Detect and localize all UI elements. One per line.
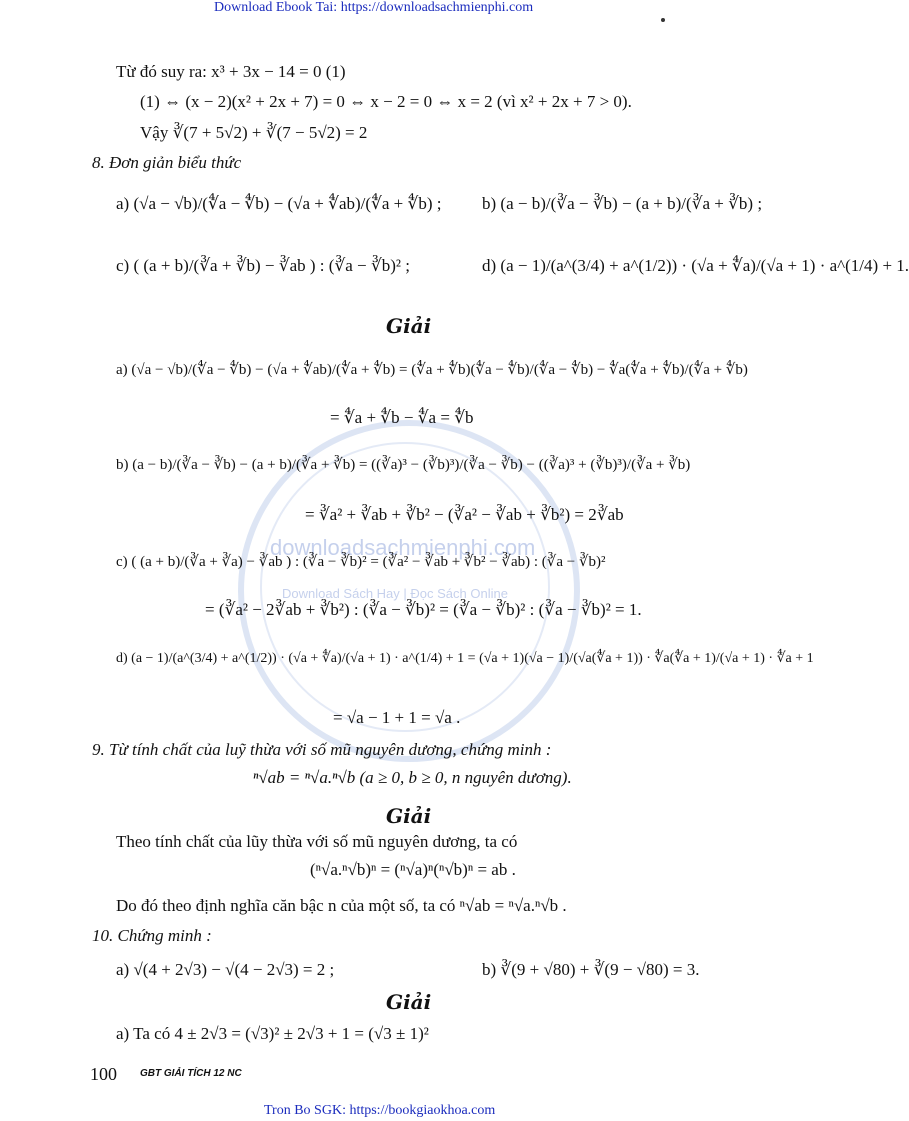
sol9-2: (ⁿ√a.ⁿ√b)ⁿ = (ⁿ√a)ⁿ(ⁿ√b)ⁿ = ab .	[310, 860, 516, 879]
watermark-subtext: Download Sách Hay | Đọc Sách Online	[282, 586, 508, 601]
sol9-3: Do đó theo định nghĩa căn bậc n của một số, ta có ⁿ√ab = ⁿ√a.ⁿ√b .	[116, 896, 567, 915]
sol8-c-2: = (∛a² − 2∛ab + ∛b²) : (∛a − ∛b)² = (∛a − ∛b)² : (∛a − ∛b)² = 1.	[205, 600, 642, 619]
line-2: (1) ⇔ (x − 2)(x² + 2x + 7) = 0 ⇔ x − 2 = 0 ⇔ x = 2 (vì x² + 2x + 7 > 0).	[140, 92, 632, 111]
sol8-d-1: d) (a − 1)/(a^(3/4) + a^(1/2)) · (√a + ∜a)/(√a + 1) · a^(1/4) + 1 = (√a + 1)(√a − 1)/(√a(∜a + 1)) · ∜a(∜a + 1)/(√a + 1) · ∜a + 1	[116, 651, 814, 666]
sol8-b-1: b) (a − b)/(∛a − ∛b) − (a + b)/(∛a + ∛b) = ((∛a)³ − (∛b)³)/(∛a − ∛b) − ((∛a)³ + (∛b)³)/(∛a + ∛b)	[116, 457, 691, 473]
ex8-b: b) (a − b)/(∛a − ∛b) − (a + b)/(∛a + ∛b) ;	[482, 194, 763, 213]
page-number: 100	[90, 1064, 117, 1084]
ex10-b: b) ∛(9 + √80) + ∛(9 − √80) = 3.	[482, 960, 700, 979]
sol9-1: Theo tính chất của lũy thừa với số mũ nguyên dương, ta có	[116, 832, 518, 851]
giai-heading-8: Giải	[386, 314, 432, 338]
footer-sgk-link[interactable]: Tron Bo SGK: https://bookgiaokhoa.com	[264, 1103, 496, 1118]
ex8-a: a) (√a − √b)/(∜a − ∜b) − (√a + ∜ab)/(∜a + ∜b) ;	[116, 194, 442, 213]
line-3: Vậy ∛(7 + 5√2) + ∛(7 − 5√2) = 2	[140, 123, 368, 142]
sol8-a-2: = ∜a + ∜b − ∜a = ∜b	[330, 408, 474, 427]
giai-heading-10: Giải	[386, 990, 432, 1014]
giai-heading-9: Giải	[386, 804, 432, 828]
exercise-10-heading: 10. Chứng minh :	[92, 926, 212, 945]
ex9-statement: ⁿ√ab = ⁿ√a.ⁿ√b (a ≥ 0, b ≥ 0, n nguyên dương).	[253, 768, 572, 787]
exercise-9-heading: 9. Từ tính chất của luỹ thừa với số mũ nguyên dương, chứng minh :	[92, 740, 552, 759]
header-download-link[interactable]: Download Ebook Tai: https://downloadsachmienphi.com	[214, 0, 534, 15]
sol10-a-1: a) Ta có 4 ± 2√3 = (√3)² ± 2√3 + 1 = (√3 ± 1)²	[116, 1024, 429, 1043]
ex10-a: a) √(4 + 2√3) − √(4 − 2√3) = 2 ;	[116, 960, 335, 979]
sol8-a-1: a) (√a − √b)/(∜a − ∜b) − (√a + ∜ab)/(∜a + ∜b) = (∜a + ∜b)(∜a − ∜b)/(∜a − ∜b) − ∜a(∜a + ∜b)/(∜a + ∜b)	[116, 362, 748, 378]
exercise-8-heading: 8. Đơn giản biểu thức	[92, 153, 242, 172]
sol8-c-1: c) ( (a + b)/(∛a + ∛a) − ∛ab ) : (∛a − ∛b)² = (∛a² − ∛ab + ∛b² − ∛ab) : (∛a − ∛b)²	[116, 554, 606, 570]
sol8-d-2: = √a − 1 + 1 = √a .	[333, 708, 461, 727]
watermark-text: downloadsachmienphi.com	[270, 535, 536, 560]
line-1: Từ đó suy ra: x³ + 3x − 14 = 0 (1)	[116, 62, 346, 81]
ex8-d: d) (a − 1)/(a^(3/4) + a^(1/2)) · (√a + ∜a)/(√a + 1) · a^(1/4) + 1.	[482, 256, 909, 275]
ex8-c: c) ( (a + b)/(∛a + ∛b) − ∛ab ) : (∛a − ∛b)² ;	[116, 256, 410, 275]
speck	[661, 18, 665, 22]
book-title: GBT GIẢI TÍCH 12 NC	[140, 1068, 242, 1079]
sol8-b-2: = ∛a² + ∛ab + ∛b² − (∛a² − ∛ab + ∛b²) = 2∛ab	[305, 505, 624, 524]
